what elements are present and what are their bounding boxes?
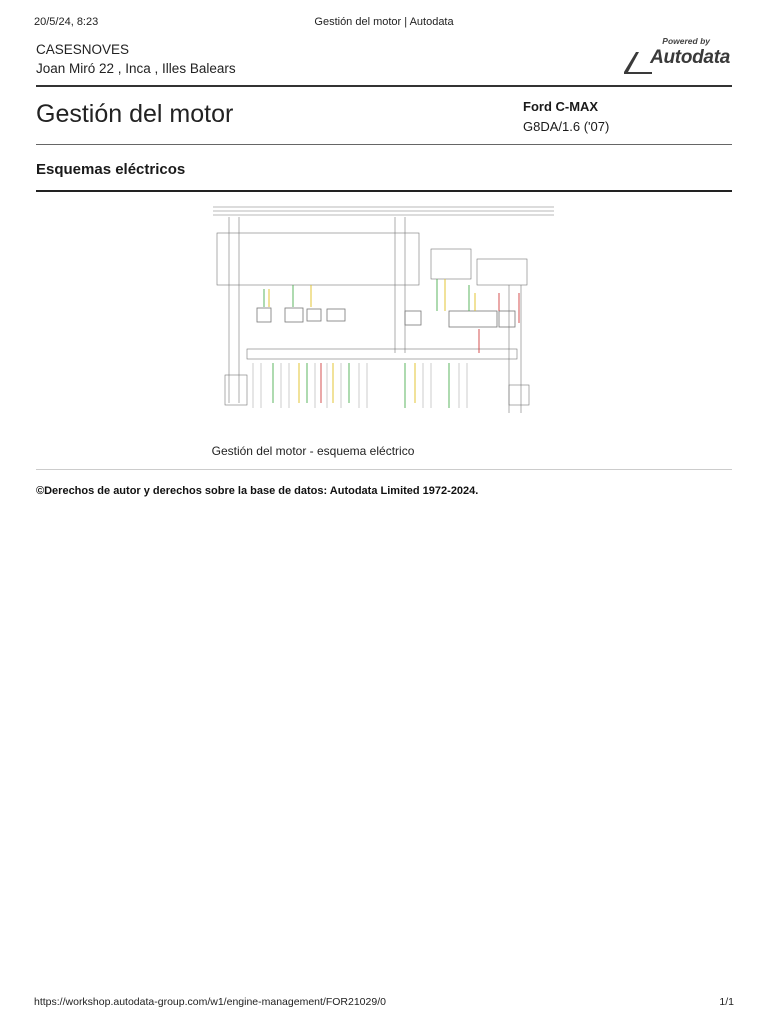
caption-divider	[36, 469, 732, 470]
figure-caption	[0, 444, 768, 458]
print-url[interactable]: https://workshop.autodata-group.com/w1/engine-management/FOR21029/0	[34, 996, 386, 1008]
title-divider	[36, 144, 732, 145]
page-title: Gestión del motor	[36, 100, 234, 128]
logo-tagline: Powered by	[662, 36, 710, 46]
vehicle-engine: G8DA/1.6 ('07)	[523, 119, 610, 134]
print-datetime: 20/5/24, 8:23	[34, 16, 99, 28]
copyright-notice: ©Derechos de autor y derechos sobre la base de datos: Autodata Limited 1972-2024.	[36, 485, 479, 497]
print-header	[0, 16, 768, 30]
vehicle-model: Ford C-MAX	[523, 99, 599, 114]
page-count: 1/1	[719, 996, 734, 1008]
header-divider	[36, 85, 732, 87]
logo-brand: Autodata	[650, 47, 730, 68]
vehicle-info	[523, 97, 609, 137]
company-block	[36, 40, 236, 78]
section-divider	[36, 190, 732, 192]
company-name: CASESNOVES	[36, 42, 130, 57]
autodata-logo	[622, 36, 734, 76]
wiring-diagram[interactable]	[209, 203, 560, 425]
logo-slash-icon	[622, 46, 652, 74]
figure-caption-text: Gestión del motor - esquema eléctrico	[211, 444, 415, 458]
company-address: Joan Miró 22 , Inca , Illes Balears	[36, 61, 236, 76]
section-title: Esquemas eléctricos	[36, 161, 186, 178]
print-doc-title: Gestión del motor | Autodata	[314, 16, 454, 28]
